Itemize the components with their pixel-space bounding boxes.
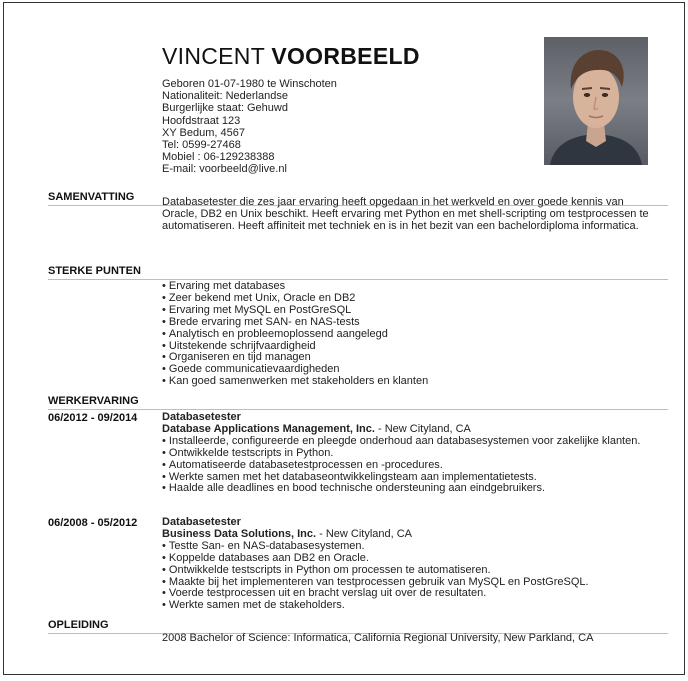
job-entry	[162, 517, 652, 612]
nationality: Nationaliteit: Nederlandse	[162, 90, 288, 103]
job-role: Databasetester	[162, 411, 241, 423]
list-item: • Voerde testprocessen uit en bracht verslag uit over de resultaten.	[162, 588, 652, 600]
section-title-summary: SAMENVATTING	[48, 191, 135, 203]
job-entry	[162, 412, 652, 495]
strengths-list	[162, 281, 652, 388]
list-item: • Ontwikkelde testscripts in Python om processen te automatiseren.	[162, 565, 652, 577]
street-address: Hoofdstraat 123	[162, 114, 241, 127]
job-company: Business Data Solutions, Inc.	[162, 527, 317, 540]
job-location: - New Cityland, CA	[316, 527, 413, 540]
list-item: • Ervaring met MySQL en PostGreSQL	[162, 305, 652, 317]
list-item: • Testte San- en NAS-databasesystemen.	[162, 541, 652, 553]
mobile: Mobiel : 06-129238388	[162, 151, 275, 164]
summary-text: Databasetester die zes jaar ervaring heeft opgedaan in het werkveld en over goede kennis van Oracle, DB2 en Unix beschikt. Heeft ervaring met Python en met shell-scripting om testprocessen te automatiseren. Heeft affiniteit met techniek en is in het bezit van een bachelordiploma informatica.	[162, 196, 649, 232]
section-title-education: OPLEIDING	[48, 619, 109, 631]
job-location: - New Cityland, CA	[374, 422, 471, 435]
list-item: • Maakte bij het implementeren van testprocessen gebruik van MySQL en PostGreSQL.	[162, 577, 652, 589]
list-item: • Kan goed samenwerken met stakeholders en klanten	[162, 376, 652, 388]
list-item: • Installeerde, configureerde en pleegde onderhoud aan databasesystemen voor zakelijke klanten.	[162, 436, 652, 448]
list-item: • Automatiseerde databasetestprocessen en -procedures.	[162, 460, 652, 472]
section-title-strengths: STERKE PUNTEN	[48, 265, 141, 277]
list-item: • Zeer bekend met Unix, Oracle en DB2	[162, 293, 652, 305]
list-item: • Uitstekende schrijfvaardigheid	[162, 341, 652, 353]
section-divider	[48, 409, 668, 410]
portrait-icon	[544, 37, 648, 165]
list-item: • Werkte samen met de stakeholders.	[162, 600, 652, 612]
job-dates: 06/2012 - 09/2014	[48, 412, 138, 424]
marital-status: Burgerlijke staat: Gehuwd	[162, 102, 288, 115]
job-dates: 06/2008 - 05/2012	[48, 517, 138, 529]
postal-city: XY Bedum, 4567	[162, 126, 245, 139]
last-name: VOORBEELD	[271, 43, 420, 69]
list-item: • Organiseren en tijd managen	[162, 352, 652, 364]
list-item: • Goede communicatievaardigheden	[162, 364, 652, 376]
list-item: • Brede ervaring met SAN- en NAS-tests	[162, 317, 652, 329]
list-item: • Koppelde databases aan DB2 en Oracle.	[162, 553, 652, 565]
phone: Tel: 0599-27468	[162, 139, 241, 152]
list-item: • Analytisch en probleemoplossend aangelegd	[162, 329, 652, 341]
first-name: VINCENT	[162, 43, 265, 69]
profile-photo	[544, 37, 648, 165]
job-role: Databasetester	[162, 516, 241, 528]
candidate-name	[162, 43, 420, 70]
section-divider	[48, 279, 668, 280]
list-item: • Ervaring met databases	[162, 281, 652, 293]
job-company: Database Applications Management, Inc.	[162, 422, 375, 435]
list-item: • Werkte samen met het databaseontwikkelingsteam aan implementatietests.	[162, 472, 652, 484]
email: E-mail: voorbeeld@live.nl	[162, 163, 287, 176]
list-item: • Ontwikkelde testscripts in Python.	[162, 448, 652, 460]
section-title-experience: WERKERVARING	[48, 395, 139, 407]
birth-info: Geboren 01-07-1980 te Winschoten	[162, 78, 337, 90]
contact-details	[162, 78, 337, 176]
resume-page	[3, 2, 685, 675]
list-item: • Haalde alle deadlines en bood technische ondersteuning aan eindgebruikers.	[162, 483, 652, 495]
education-text: 2008 Bachelor of Science: Informatica, California Regional University, New Parkland, CA	[162, 632, 594, 644]
